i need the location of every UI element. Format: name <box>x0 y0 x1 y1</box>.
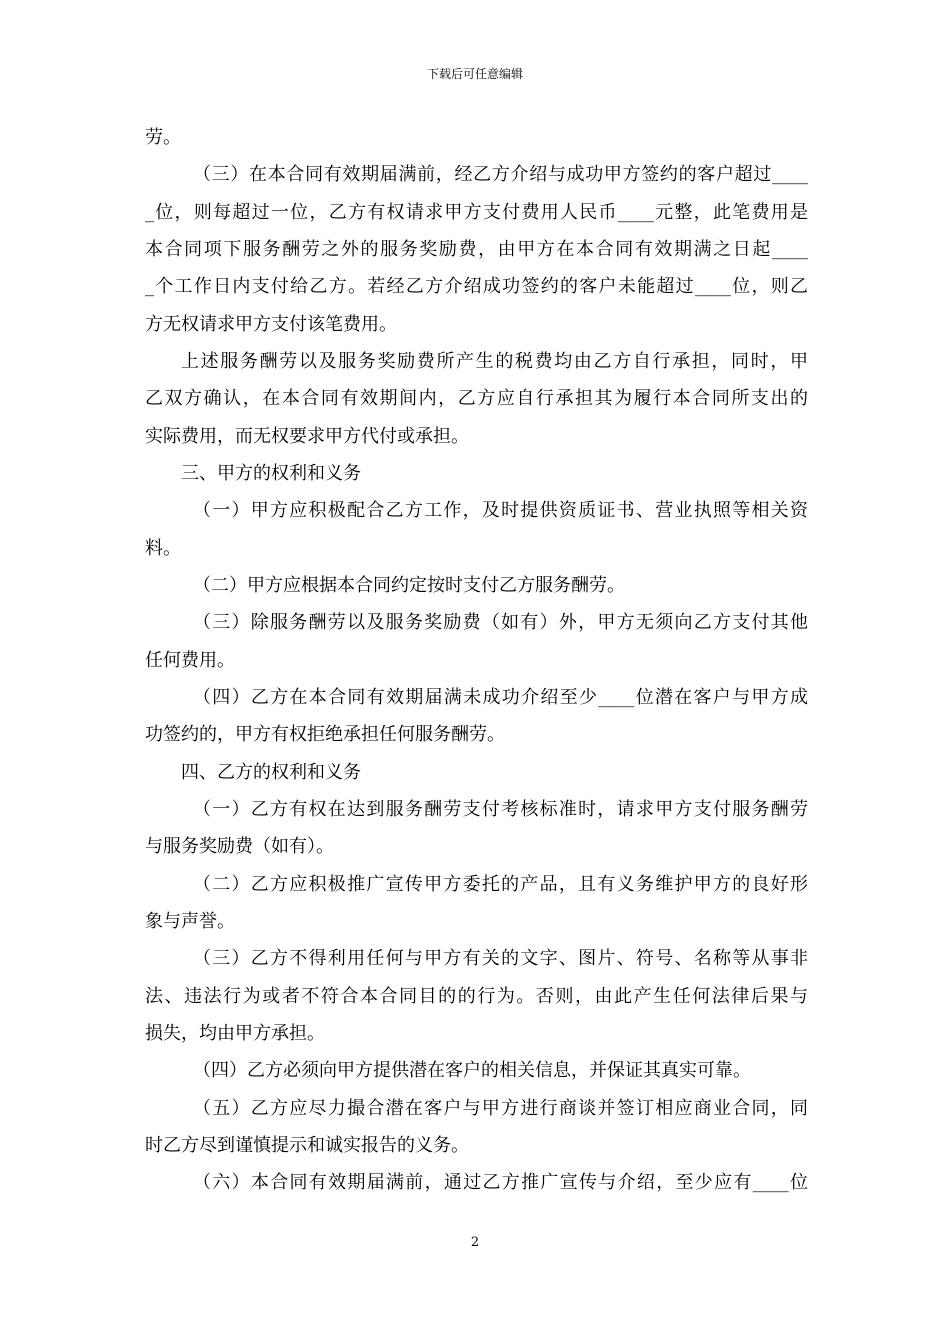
text-line: _位，则每超过一位，乙方有权请求甲方支付费用人民币____元整，此笔费用是 <box>145 202 808 223</box>
text-line: （四）乙方在本合同有效期届满未成功介绍至少____位潜在客户与甲方成 <box>193 687 808 708</box>
text-line: 劳。 <box>145 127 181 148</box>
text-line: 方无权请求甲方支付该笔费用。 <box>145 314 397 335</box>
text-line: （一）甲方应积极配合乙方工作，及时提供资质证书、营业执照等相关资 <box>193 500 808 521</box>
text-line: 功签约的，甲方有权拒绝承担任何服务酬劳。 <box>145 724 505 745</box>
text-line: 料。 <box>145 538 181 559</box>
text-line: 与服务奖励费（如有）。 <box>145 836 334 857</box>
text-line: （三）在本合同有效期届满前，经乙方介绍与成功甲方签约的客户超过____ <box>193 164 808 185</box>
text-line: 三、甲方的权利和义务 <box>181 463 361 484</box>
text-line: 乙双方确认，在本合同有效期间内，乙方应自行承担其为履行本合同所支出的 <box>145 388 808 409</box>
text-line: （六）本合同有效期届满前，通过乙方推广宣传与介绍，至少应有____位 <box>193 1172 808 1193</box>
text-line: 时乙方尽到谨慎提示和诚实报告的义务。 <box>145 1135 469 1156</box>
text-line: 四、乙方的权利和义务 <box>181 762 361 783</box>
page-number: 2 <box>470 1235 480 1250</box>
text-line: _个工作日内支付给乙方。若经乙方介绍成功签约的客户未能超过____位，则乙 <box>145 276 808 297</box>
text-line: 法、违法行为或者不符合本合同目的的行为。否则，由此产生任何法律后果与 <box>145 986 808 1007</box>
text-line: （二）乙方应积极推广宣传甲方委托的产品，且有义务维护甲方的良好形 <box>193 874 808 895</box>
text-line: （三）除服务酬劳以及服务奖励费（如有）外，甲方无须向乙方支付其他 <box>193 612 808 633</box>
text-line: 象与声誉。 <box>145 911 235 932</box>
text-line: 实际费用，而无权要求甲方代付或承担。 <box>145 426 469 447</box>
page-header: 下载后可任意编辑 <box>426 67 523 81</box>
text-line: （五）乙方应尽力撮合潜在客户与甲方进行商谈并签订相应商业合同，同 <box>193 1098 808 1119</box>
text-line: 损失，均由甲方承担。 <box>145 1023 325 1044</box>
text-line: 上述服务酬劳以及服务奖励费所产生的税费均由乙方自行承担，同时，甲 <box>181 351 808 372</box>
text-line: （三）乙方不得利用任何与甲方有关的文字、图片、符号、名称等从事非 <box>193 948 808 969</box>
text-line: （二）甲方应根据本合同约定按时支付乙方服务酬劳。 <box>193 575 625 596</box>
text-line: （四）乙方必须向甲方提供潜在客户的相关信息，并保证其真实可靠。 <box>193 1060 751 1081</box>
text-line: 任何费用。 <box>145 650 235 671</box>
text-line: （一）乙方有权在达到服务酬劳支付考核标准时，请求甲方支付服务酬劳 <box>193 799 808 820</box>
text-line: 本合同项下服务酬劳之外的服务奖励费，由甲方在本合同有效期满之日起____ <box>145 239 808 260</box>
